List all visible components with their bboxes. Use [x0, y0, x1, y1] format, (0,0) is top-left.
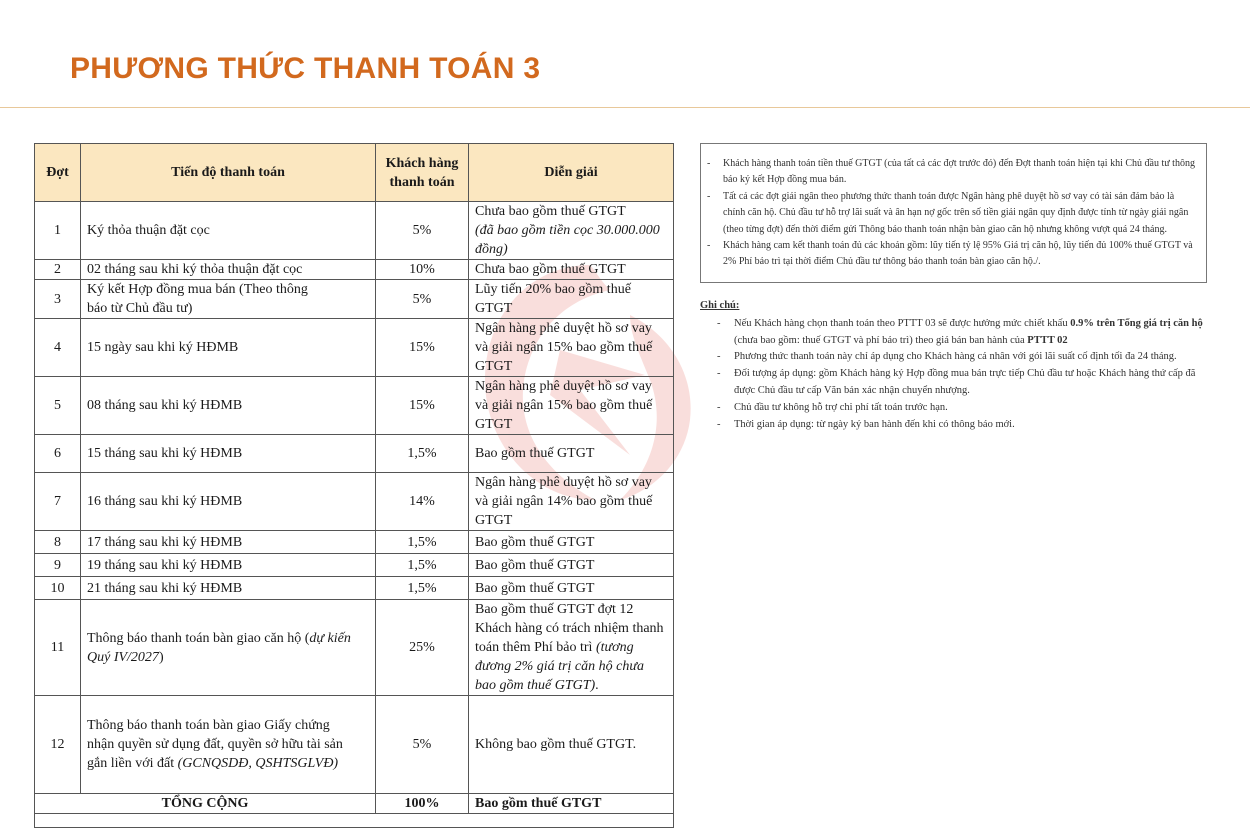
row-dot: 12: [35, 696, 81, 794]
dien-giai-text: Bao gồm thuế GTGT đợt 12 Khách hàng có trách nhiệm thanh toán thêm Phí bảo trì: [475, 602, 664, 655]
dien-giai-text: Chưa bao gồm thuế GTGT: [475, 204, 626, 219]
row-dot: 2: [35, 260, 81, 280]
row-dien-giai: Bao gồm thuế GTGT: [469, 577, 674, 600]
row-pct: 1,5%: [376, 435, 469, 473]
row-dien-giai: Ngân hàng phê duyệt hồ sơ vay và giải ngân 14% bao gồm thuế GTGT: [469, 473, 674, 531]
row-dien-giai: [469, 202, 674, 260]
table-row: [35, 600, 674, 696]
row-pct: 1,5%: [376, 554, 469, 577]
row-dot: 7: [35, 473, 81, 531]
table-row: [35, 473, 674, 531]
table-row: [35, 577, 674, 600]
table-row: [35, 531, 674, 554]
row-dien-giai: Bao gồm thuế GTGT: [469, 435, 674, 473]
table-row: [35, 696, 674, 794]
row-dien-giai: Bao gồm thuế GTGT: [469, 531, 674, 554]
row-tien-do: 17 tháng sau khi ký HĐMB: [81, 531, 376, 554]
row-pct: 14%: [376, 473, 469, 531]
row-pct: 10%: [376, 260, 469, 280]
row-dot: 10: [35, 577, 81, 600]
table-row: [35, 260, 674, 280]
tien-do-note: (GCNQSDĐ, QSHTSGLVĐ): [177, 756, 339, 771]
payment-schedule-table: [34, 143, 674, 828]
row-pct: 5%: [376, 696, 469, 794]
terms-item: - Tất cả các đợt giải ngân theo phương thức thanh toán được Ngân hàng phê duyệt hồ sơ vay có tài sản đảm bảo là chính căn hộ. Chủ đầu tư hỗ trợ lãi suất và ân hạn nợ gốc trên số tiền giải ngân quy định được tính từ ngày giải ngân (theo từng đợt) đến thời điểm gửi Thông báo thanh toán nhận bàn giao căn hộ nhưng không vượt quá 24 tháng.: [707, 189, 1198, 238]
row-dien-giai: Lũy tiến 20% bao gồm thuế GTGT: [469, 280, 674, 319]
row-tien-do: 15 ngày sau khi ký HĐMB: [81, 319, 376, 377]
row-dien-giai: Ngân hàng phê duyệt hồ sơ vay và giải ngân 15% bao gồm thuế GTGT: [469, 319, 674, 377]
row-dot: 9: [35, 554, 81, 577]
total-dien-giai: Bao gồm thuế GTGT: [469, 794, 674, 814]
total-row: [35, 794, 674, 814]
tien-do-text: Thông báo thanh toán bàn giao Giấy chứng nhận quyền sử dụng đất, quyền sở hữu tài sản gắn liền với đất: [87, 718, 343, 771]
row-tien-do: [81, 600, 376, 696]
row-dot: 5: [35, 377, 81, 435]
row-tien-do: 19 tháng sau khi ký HĐMB: [81, 554, 376, 577]
table-row: [35, 280, 674, 319]
row-pct: 1,5%: [376, 531, 469, 554]
row-dot: 6: [35, 435, 81, 473]
dien-giai-note: (đã bao gồm tiền cọc 30.000.000 đồng): [475, 223, 660, 257]
dien-giai-note: (tương đương 2% giá trị căn hộ chưa bao gồm thuế GTGT): [475, 640, 644, 693]
row-dien-giai: Không bao gồm thuế GTGT.: [469, 696, 674, 794]
note-text: Nếu Khách hàng chọn thanh toán theo PTTT 03 sẽ được hưởng mức chiết khấu: [734, 317, 1071, 329]
tien-do-tail: ): [158, 649, 164, 665]
terms-item: - Khách hàng cam kết thanh toán đủ các khoản gồm: lũy tiến tỷ lệ 95% Giá trị căn hộ, lũy tiến đủ 100% thuế GTGT và 2% Phí bảo trì tại thời điểm Chủ đầu tư thông báo thanh toán bàn giao căn hộ./.: [707, 238, 1198, 271]
row-dien-giai: Ngân hàng phê duyệt hồ sơ vay và giải ngân 15% bao gồm thuế GTGT: [469, 377, 674, 435]
row-pct: 15%: [376, 377, 469, 435]
row-tien-do: 15 tháng sau khi ký HĐMB: [81, 435, 376, 473]
row-tien-do: 21 tháng sau khi ký HĐMB: [81, 577, 376, 600]
terms-box: [700, 143, 1207, 283]
page-title: PHƯƠNG THỨC THANH TOÁN 3: [70, 52, 541, 85]
header-dot: Đợt: [35, 144, 81, 202]
terms-item: - Khách hàng thanh toán tiền thuế GTGT (của tất cả các đợt trước đó) đến Đợt thanh toán hiện tại khi Chủ đầu tư thông báo ký kết Hợp đồng mua bán.: [707, 156, 1198, 189]
table-row: [35, 554, 674, 577]
note-item: - Phương thức thanh toán này chỉ áp dụng cho Khách hàng cá nhân với gói lãi suất cố định tối đa 24 tháng.: [717, 349, 1207, 366]
row-dien-giai: Chưa bao gồm thuế GTGT: [469, 260, 674, 280]
table-row: [35, 377, 674, 435]
table-row: [35, 319, 674, 377]
note-item: - Thời gian áp dụng: từ ngày ký ban hành đến khi có thông báo mới.: [717, 417, 1207, 434]
row-pct: 1,5%: [376, 577, 469, 600]
header-dien-giai: Diễn giải: [469, 144, 674, 202]
total-label: TỔNG CỘNG: [35, 794, 376, 814]
row-pct: 25%: [376, 600, 469, 696]
note-item: [717, 316, 1207, 350]
title-divider: [0, 107, 1250, 108]
row-tien-do: 08 tháng sau khi ký HĐMB: [81, 377, 376, 435]
row-dien-giai: [469, 600, 674, 696]
row-pct: 15%: [376, 319, 469, 377]
row-tien-do: 16 tháng sau khi ký HĐMB: [81, 473, 376, 531]
note-discount: 0.9% trên Tổng giá trị căn hộ: [1070, 317, 1203, 329]
row-tien-do: Ký kết Hợp đồng mua bán (Theo thông báo từ Chủ đầu tư): [81, 280, 376, 319]
header-tien-do: Tiến độ thanh toán: [81, 144, 376, 202]
note-pttt: PTTT 02: [1027, 334, 1068, 346]
note-item: - Đối tượng áp dụng: gồm Khách hàng ký Hợp đồng mua bán trực tiếp Chủ đầu tư hoặc Khách hàng thứ cấp đã được Chủ đầu tư cấp Văn bản xác nhận chuyển nhượng.: [717, 366, 1207, 400]
tien-do-note: dự kiến Quý IV/2027: [87, 630, 351, 665]
table-row: [35, 435, 674, 473]
row-tien-do: Ký thỏa thuận đặt cọc: [81, 202, 376, 260]
row-pct: 5%: [376, 202, 469, 260]
dien-giai-tail: .: [595, 678, 599, 693]
row-dot: 4: [35, 319, 81, 377]
row-tien-do: 02 tháng sau khi ký thỏa thuận đặt cọc: [81, 260, 376, 280]
note-text: (chưa bao gồm: thuế GTGT và phí bảo trì) theo giá bán ban hành của: [734, 334, 1028, 346]
notes-section: [700, 298, 1207, 433]
row-dot: 11: [35, 600, 81, 696]
table-header-row: [35, 144, 674, 202]
header-khach-hang: Khách hàng thanh toán: [376, 144, 469, 202]
table-empty-row: [35, 814, 674, 828]
row-tien-do: [81, 696, 376, 794]
table-row: [35, 202, 674, 260]
row-dot: 1: [35, 202, 81, 260]
notes-title: Ghi chú:: [700, 300, 740, 311]
row-dot: 8: [35, 531, 81, 554]
row-dien-giai: Bao gồm thuế GTGT: [469, 554, 674, 577]
tien-do-text: Thông báo thanh toán bàn giao căn hộ (: [87, 630, 310, 646]
row-dot: 3: [35, 280, 81, 319]
total-pct: 100%: [376, 794, 469, 814]
row-pct: 5%: [376, 280, 469, 319]
note-item: - Chủ đầu tư không hỗ trợ chi phí tất toán trước hạn.: [717, 400, 1207, 417]
